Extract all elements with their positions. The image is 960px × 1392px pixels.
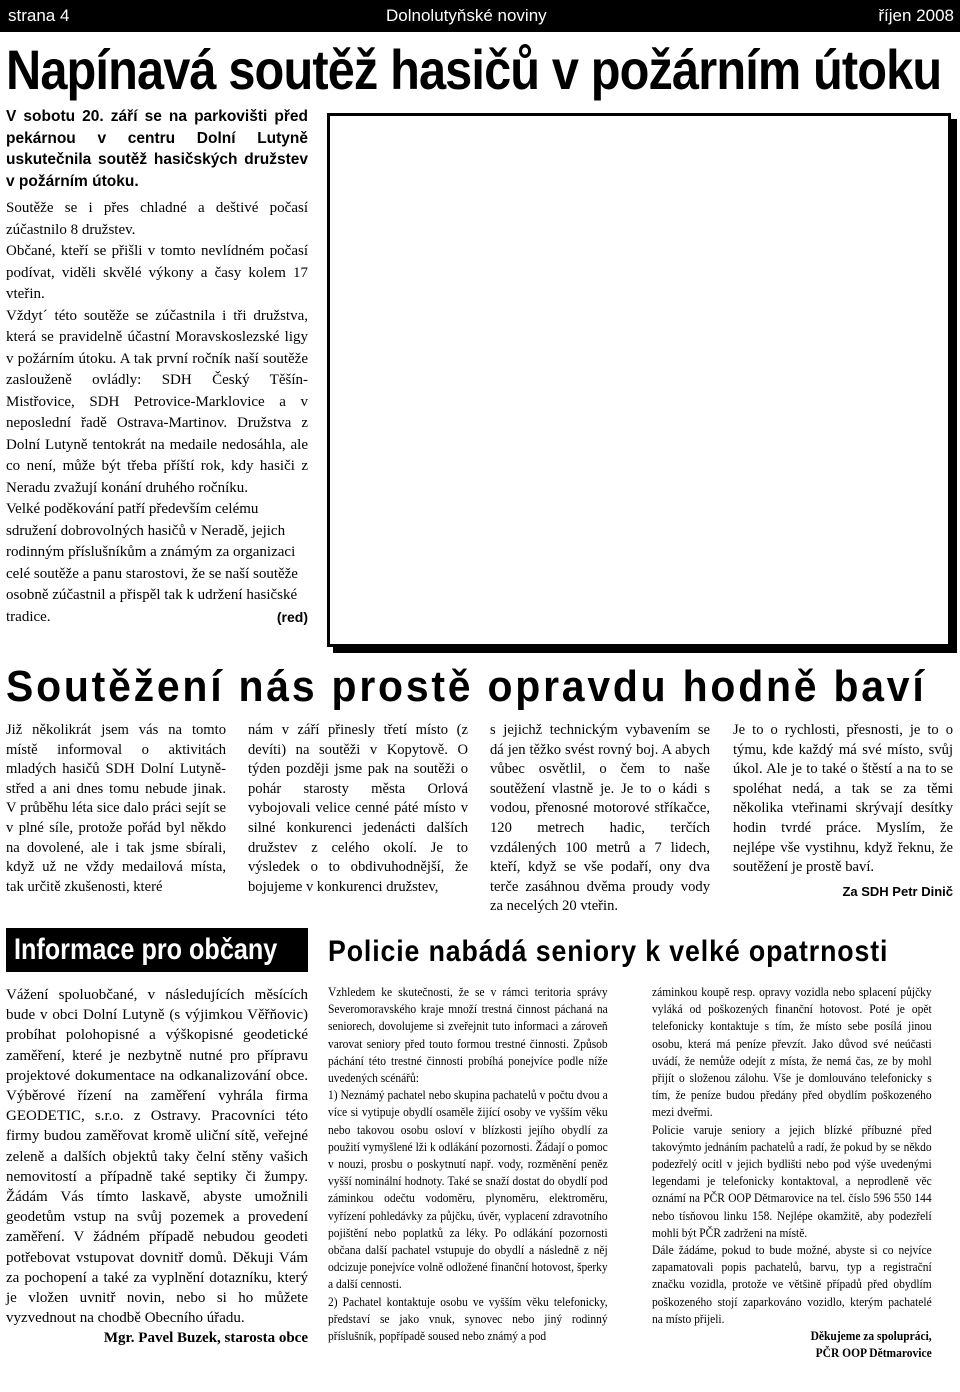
article4-paragraph: Dále žádáme, pokud to bude možné, abyste si co nejvíce zapamatovali popis pachatelů, barvu, typ a registrační značku vozidla, protože ve většině případů před obydlím poškozeného stojí zaparkováno vozidlo, kterým pachatelé na místo přijeli. [652,1243,932,1326]
article4-signature-line-1: Děkujeme za spolupráci, [810,1329,932,1344]
article1-paragraph-text: Velké poděkování patří především celému sdružení dobrovolných hasičů v Neradě, jejich rodinným příslušníkům a známým za organizaci celé soutěže a panu starostovi, že se naší soutěže osobně zúčastnil a přispěl tak k udržení hasičské tradice. [6,501,298,625]
article2-column-3: s jejichž technickým vybavením se dá jen těžko svést rovný boj. A abych vůbec osvětlil, o čem to naše soutěžení vlastně je. Je to o kádi s vodou, přenosné motorové stříkačce, 120 metrech hadic, terčích vzdálených 100 metrů a 7 lidech, kteří, když se vše podaří, ony dva terče zasáhnou dvěma proudy vody za necelých 20 vteřin. [490,722,710,915]
article4-paragraph: Policie varuje seniory a jejich blízké příbuzné před takovýmto jednáním pachatelů a radí, že pokud by se někdo podezřelý ocitl v jejich bydlišti nebo pod výše uvedenými legendami je telefonicky kontaktoval, a neprodleně věc oznámí na PČR OOP Dětmarovice na tel. číslo 596 550 144 nebo tísňovou linku 158. Nejlépe okamžitě, aby podezřelí mohli být PČR zadrženi na místě. [652,1122,932,1240]
article1-paragraph [6,499,308,628]
article4-column-1 [328,984,608,1345]
article1-paragraph: Vždyt´ této soutěže se zúčastnila i tři družstva, která se pravidelně účastní Moravskoslezské ligy v požárním útoku. A tak první ročník naší soutěže zaslouženě ovládly: SDH Český Těšín-Mistřovice, SDH Petrovice-Marklovice a v neposlední řadě Ostrava-Martinov. Družstva z Dolní Lutyně tentokrát na medaile nedosáhla, ale co není, může být třeba příští rok, kdy hasiči z Neradu zvažují konání druhého ročníku. [6,307,308,496]
article3-text: Vážení spoluobčané, v následujících měsících bude v obci Dolní Lutyně (s výjimkou Věřňovic) probíhat polohopisné a výškopisné geodetické zaměření, které je nezbytně nutné pro přípravu projektové dokumentace na odkanalizování obce. Výběrové řízení na zaměření vyhrála firma GEODETIC, s.r.o. z Ostravy. Pracovníci této firmy budou zaměřovat kromě uliční sítě, veřejné zeleně a dalších objektů taky čelní stěny vašich nemovitostí a případně také septiky či žumpy. Žádám Vás tímto laskavě, abyste umožnili geodetům vstup na svůj pozemek a provedení zaměření. V žádném případě nebudou geodeti potřebovat vstupovat dovnitř domů. Děkuji Vám za pochopení a také za vyplnění dotazníku, který je vložen uvnitř novin, nebo si ho můžete vyzvednout na chodbě Obecního úřadu. [6,987,308,1327]
article4-headline: Policie nabádá seniory k velké opatrnosti [328,935,889,968]
article1-paragraph: Občané, kteří se přišli v tomto nevlídném počasí podívat, viděli skvělé výkony a časy kolem 17 vteřin. [6,243,308,302]
page-number: strana 4 [8,6,70,25]
article4-paragraph: 1) Neznámý pachatel nebo skupina pachatelů v počtu dvou a více si vytipuje obydlí osaměle žijící osoby ve vyšším věku nebo takovou osobu osloví v blízkosti jejího obydlí za použití vymyšlené lži k odlákání pozornosti. Žádají o pomoc v nouzi, prosbu o poskytnutí např. vody, rozměnění peněz vyšší nominální hodnoty. Také se snaží dostat do obydlí pod záminkou odečtu vodoměru, plynoměru, elektroměru, vyřízení pohledávky za půjčku, úvěr, vyplacení zdravotního pojištění nebo poplatků za léky. Po odlákání pozornosti občana další pachatel vstupuje do obydlí a následně z něj odcizuje ponejvíce volně odložené finanční hotovost, šperky a další cennosti. [328,1088,608,1292]
article4-paragraph: 2) Pachatel kontaktuje osobu ve vyšším věku telefonicky, představí se jako vnuk, synovec nebo jiný rodinný příslušník, popřípadě soused nebo známý a pod [328,1294,608,1344]
newspaper-name: Dolnolutyňské noviny [386,6,547,25]
photo-frame [327,113,951,647]
article2-column-2: nám v září přinesly třetí místo (z devíti) na soutěži v Kopytově. O týden později jsme pak na soutěži o pohár starosty města Orlová vybojovali velice cenné páté místo v silné konkurenci jedenácti dalších družstev z celého okolí. Je to výsledek o to obdivuhodnější, že bojujeme v konkurenci družstev, [248,722,468,895]
issue-date: říjen 2008 [878,6,954,25]
article3-headline-box [6,928,308,972]
article1-headline: Napínavá soutěž hasičů v požárním útoku [6,38,942,101]
article4-column-2 [652,984,932,1362]
article1-body [6,198,308,628]
article1-paragraph: Soutěže se i přes chladné a deštivé počasí zúčastnilo 8 družstev. [6,200,308,238]
article1-signature: (red) [276,608,308,625]
article2-column-4-text: Je to o rychlosti, přesnosti, je to o týmu, kde každý má své místo, svůj úkol. Ale je to také o štěstí a na to se spoléhat nedá, a tak se za těmi několika vteřinami skrývají desítky hodin tvrdé práce. Myslím, že nejlépe vše vystihnu, když řeknu, že soutěžení je prostě baví. [733,722,953,876]
article2-signature: Za SDH Petr Dinič [842,883,953,899]
article3-signature: Mgr. Pavel Buzek, starosta obce [103,1330,308,1347]
article2-column-4 [733,721,953,901]
article1-lead: V sobotu 20. září se na parkovišti před pekárnou v centru Dolní Lutyně uskutečnila soutěž hasičských družstev v požárním útoku. [6,108,308,190]
article3-body [6,985,308,1349]
article4-paragraph: záminkou koupě resp. opravy vozidla nebo splacení půjčky vyláká od poškozených finanční hotovost. Poté je opět telefonicky kontaktuje s tím, že místo sebe posílá jinou osobu, která má peníze převzít. Jako důvod své neúčasti uvádí, že nemůže odejít z místa, že nemá čas, ze by mohl přijít o složenou zálohu. Vše je domlouváno telefonicky s tím, že peníze budou předány před obydlím poškozeného mezi dveřmi. [652,985,932,1120]
article2-column-1: Již několikrát jsem vás na tomto místě informoval o aktivitách mladých hasičů SDH Dolní Lutyně-střed a ani dnes tomu nebude jinak. V průběhu léta sice dalo práci sejít se v plné síle, protože pořád byl někdo na dovolené, ale i tak jsme sbírali, když už ne vždy medailová místa, tak určitě zkušenosti, které [6,722,226,895]
article4-signature-line-2: PČR OOP Dětmarovice [815,1346,932,1361]
article2-headline: Soutěžení nás prostě opravdu hodně baví [6,662,927,711]
page-header-bar [0,0,960,32]
article4-paragraph: Vzhledem ke skutečnosti, že se v rámci teritoria správy Severomoravského kraje množí trestná činnost páchaná na seniorech, dovolujeme si zveřejnit tuto informaci a zároveň varovat seniory před touto formou trestné činnosti. Způsob páchání této trestné činnosti probíhá ponejvíce podle níže uvedených scénářů: [328,985,608,1086]
article3-headline: Informace pro občany [14,933,278,966]
